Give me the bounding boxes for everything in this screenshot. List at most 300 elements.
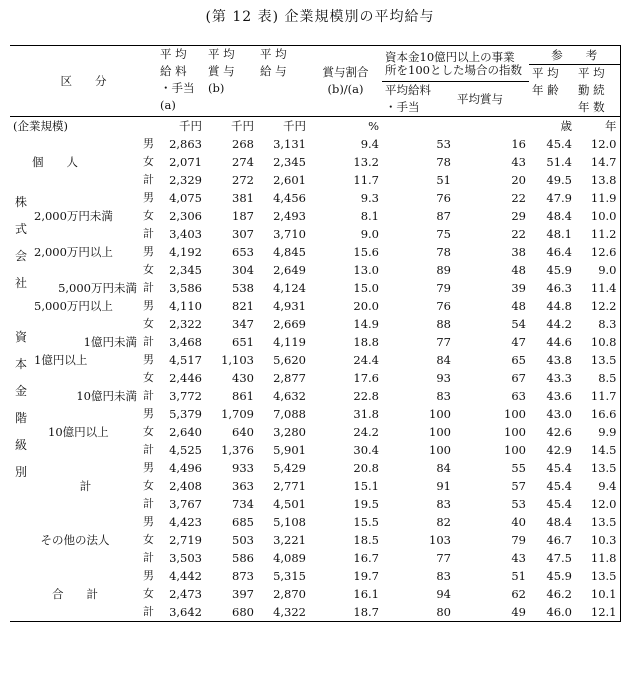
tenure-value: 11.2	[590, 227, 617, 241]
col-c-header-line: 平 均	[260, 47, 287, 61]
bonus-value: 503	[232, 533, 254, 547]
bonus-ratio-value: 9.0	[360, 227, 379, 241]
table-row	[10, 495, 620, 513]
total-pay-value: 2,493	[273, 209, 306, 223]
index-bonus-header: 平均賞与	[457, 92, 503, 106]
side-char: 階	[14, 411, 27, 425]
total-pay-value: 3,710	[273, 227, 306, 241]
bonus-value: 861	[232, 389, 254, 403]
bonus-value: 307	[232, 227, 254, 241]
bonus-value: 821	[232, 299, 254, 313]
sex-label: 計	[143, 497, 154, 510]
index-pay-value: 100	[429, 407, 451, 421]
index-bonus-value: 40	[511, 515, 526, 529]
bonus-ratio-value: 15.0	[353, 281, 379, 295]
tenure-header-line: 勤 続	[578, 83, 605, 97]
bonus-ratio-value: 14.9	[353, 317, 379, 331]
index-bonus-value: 48	[511, 299, 526, 313]
bonus-ratio-value: 31.8	[353, 407, 379, 421]
pay-value: 3,468	[169, 335, 202, 349]
table-row	[10, 279, 620, 297]
col-c-header-line: 給 与	[260, 64, 287, 78]
index-bonus-value: 53	[511, 497, 526, 511]
table-row	[10, 189, 620, 207]
tenure-value: 9.4	[598, 479, 617, 493]
total-pay-value: 4,089	[273, 551, 306, 565]
age-value: 46.0	[546, 605, 572, 619]
index-pay-value: 84	[436, 353, 451, 367]
tenure-value: 14.5	[590, 443, 617, 457]
side-char: 社	[14, 276, 27, 290]
index-bonus-value: 49	[511, 605, 526, 619]
total-pay-value: 3,131	[273, 137, 306, 151]
sex-label: 女	[143, 371, 154, 384]
sex-label: 計	[143, 227, 154, 240]
age-value: 47.5	[546, 551, 572, 565]
group-label: 個 人	[32, 155, 78, 169]
tenure-value: 11.7	[590, 389, 617, 403]
index-pay-value: 84	[436, 461, 451, 475]
col-a-header	[157, 46, 205, 117]
age-header-line: 年 齢	[532, 83, 559, 97]
sex-label: 女	[143, 263, 154, 276]
tenure-value: 10.0	[590, 209, 617, 223]
sex-label: 計	[143, 389, 154, 402]
sex-label: 計	[143, 605, 154, 618]
sex-label: 男	[143, 461, 154, 474]
table-row	[10, 297, 620, 315]
index-pay-value: 83	[436, 569, 451, 583]
group-label-blank	[10, 171, 140, 189]
tenure-value: 12.1	[590, 605, 617, 619]
sex-label: 女	[143, 209, 154, 222]
group-label-blank	[10, 603, 140, 622]
sex-label: 女	[143, 317, 154, 330]
age-value: 42.6	[546, 425, 572, 439]
bonus-ratio-value: 18.5	[353, 533, 379, 547]
index-bonus-value: 47	[511, 335, 526, 349]
group-label	[32, 261, 140, 279]
index-bonus-value: 67	[511, 371, 526, 385]
table-row	[10, 477, 620, 495]
sex-label: 男	[143, 407, 154, 420]
index-bonus-value: 48	[511, 263, 526, 277]
group-label	[32, 405, 140, 423]
group-label	[32, 315, 140, 333]
group-label	[32, 459, 140, 477]
index-bonus-value: 55	[511, 461, 526, 475]
pay-value: 3,642	[169, 605, 202, 619]
pay-value: 2,071	[169, 155, 202, 169]
index-bonus-value: 79	[511, 533, 526, 547]
sex-label: 女	[143, 587, 154, 600]
bonus-ratio-value: 19.7	[353, 569, 379, 583]
side-char	[10, 297, 32, 324]
tenure-value: 11.4	[590, 281, 617, 295]
bonus-ratio-value: 15.6	[353, 245, 379, 259]
index-pay-value: 53	[436, 137, 451, 151]
pay-value: 3,403	[169, 227, 202, 241]
tenure-value: 12.2	[590, 299, 617, 313]
total-pay-value: 4,456	[273, 191, 306, 205]
unit-tenure: 年	[605, 119, 617, 133]
tenure-header-line: 平 均	[578, 66, 605, 80]
table-row	[10, 603, 620, 622]
bonus-value: 1,709	[221, 407, 254, 421]
table-body	[10, 46, 620, 622]
index-pay-value: 78	[436, 245, 451, 259]
index-bonus-value: 22	[511, 227, 526, 241]
bonus-value: 653	[232, 245, 254, 259]
table-row	[10, 585, 620, 603]
index-pay-header-line: 平均給料	[385, 83, 431, 97]
tenure-value: 13.5	[590, 461, 617, 475]
tenure-value: 13.8	[590, 173, 617, 187]
index-bonus-value: 22	[511, 191, 526, 205]
side-char: 株	[14, 195, 27, 209]
total-pay-value: 4,632	[273, 389, 306, 403]
total-pay-value: 5,620	[273, 353, 306, 367]
pay-value: 2,863	[169, 137, 202, 151]
age-value: 49.5	[546, 173, 572, 187]
total-pay-value: 2,870	[273, 587, 306, 601]
index-pay-value: 80	[436, 605, 451, 619]
index-pay-header-line: ・手当	[385, 100, 420, 114]
index-pay-value: 75	[436, 227, 451, 241]
bonus-ratio-value: 18.8	[353, 335, 379, 349]
index-pay-value: 78	[436, 155, 451, 169]
table-row	[10, 333, 620, 351]
bonus-value: 187	[232, 209, 254, 223]
bonus-value: 933	[232, 461, 254, 475]
pay-value: 3,772	[169, 389, 202, 403]
bonus-value: 304	[232, 263, 254, 277]
salary-table	[10, 45, 621, 622]
total-pay-value: 4,322	[273, 605, 306, 619]
group-label: 10億円未満	[76, 389, 137, 403]
pay-value: 3,767	[169, 497, 202, 511]
bonus-value: 272	[232, 173, 254, 187]
bonus-ratio-value: 15.1	[353, 479, 379, 493]
total-pay-value: 4,845	[273, 245, 306, 259]
pay-value: 2,329	[169, 173, 202, 187]
unit-age: 歳	[560, 119, 572, 133]
pay-value: 5,379	[169, 407, 202, 421]
sex-label: 男	[143, 515, 154, 528]
group-label: 2,000万円未満	[34, 209, 113, 223]
sex-label: 男	[143, 353, 154, 366]
col-b-header	[205, 46, 257, 117]
age-value: 48.4	[546, 515, 572, 529]
table-row	[10, 315, 620, 333]
side-char: 本	[14, 357, 27, 371]
age-header	[529, 65, 575, 117]
col-b-header-line: 平 均	[208, 47, 235, 61]
index-pay-value: 77	[436, 551, 451, 565]
pay-value: 4,075	[169, 191, 202, 205]
table-row	[10, 423, 620, 441]
group-label: 5,000万円以上	[34, 299, 113, 313]
table-row	[10, 243, 620, 261]
index-bonus-value: 100	[504, 443, 526, 457]
tenure-value: 16.6	[590, 407, 617, 421]
bonus-value: 430	[232, 371, 254, 385]
page-title: (第 12 表) 企業規模別の平均給与	[205, 9, 435, 25]
sex-label: 女	[143, 479, 154, 492]
index-bonus-value: 65	[511, 353, 526, 367]
tenure-value: 13.5	[590, 569, 617, 583]
tenure-value: 10.3	[590, 533, 617, 547]
ref-group-header: 参 考	[529, 46, 620, 65]
ratio-header	[309, 46, 382, 117]
index-pay-value: 93	[436, 371, 451, 385]
bonus-ratio-value: 17.6	[353, 371, 379, 385]
index-bonus-value: 63	[511, 389, 526, 403]
table-row	[10, 153, 620, 171]
unit-a: 千円	[179, 119, 202, 133]
bonus-value: 685	[232, 515, 254, 529]
index-bonus-value: 57	[511, 479, 526, 493]
age-value: 43.8	[546, 353, 572, 367]
bonus-ratio-value: 16.7	[353, 551, 379, 565]
age-value: 44.2	[546, 317, 572, 331]
group-label-blank	[10, 513, 140, 531]
age-value: 48.4	[546, 209, 572, 223]
bonus-ratio-value: 20.0	[353, 299, 379, 313]
tenure-header	[575, 65, 620, 117]
index-pay-value: 94	[436, 587, 451, 601]
tenure-value: 13.5	[590, 515, 617, 529]
pay-value: 2,719	[169, 533, 202, 547]
total-pay-value: 2,669	[273, 317, 306, 331]
sex-label: 計	[143, 335, 154, 348]
bonus-value: 268	[232, 137, 254, 151]
sex-label: 計	[143, 173, 154, 186]
table-row	[10, 351, 620, 369]
index-pay-value: 91	[436, 479, 451, 493]
index-bonus-value: 16	[511, 137, 526, 151]
bonus-value: 640	[232, 425, 254, 439]
group-label: 10億円以上	[48, 425, 109, 439]
side-char: 会	[14, 249, 27, 263]
age-value: 43.3	[546, 371, 572, 385]
pay-value: 3,503	[169, 551, 202, 565]
col-b-header-line: 賞 与	[208, 64, 235, 78]
sex-label: 計	[143, 551, 154, 564]
tenure-value: 12.0	[590, 497, 617, 511]
index-pay-value: 51	[436, 173, 451, 187]
unit-b: 千円	[231, 119, 254, 133]
unit-c: 千円	[283, 119, 306, 133]
table-row	[10, 261, 620, 279]
group-label: その他の法人	[40, 533, 110, 547]
pay-value: 2,446	[169, 371, 202, 385]
bonus-ratio-value: 16.1	[353, 587, 379, 601]
index-bonus-value: 100	[504, 407, 526, 421]
group-label: 計	[79, 479, 92, 493]
age-value: 45.4	[546, 137, 572, 151]
group-label: 1億円未満	[83, 335, 137, 349]
index-pay-value: 87	[436, 209, 451, 223]
pay-value: 2,306	[169, 209, 202, 223]
bonus-value: 347	[232, 317, 254, 331]
table-row	[10, 567, 620, 585]
sex-label: 男	[143, 245, 154, 258]
index-bonus-value: 43	[511, 551, 526, 565]
index-pay-value: 103	[429, 533, 451, 547]
total-pay-value: 3,221	[273, 533, 306, 547]
bonus-value: 363	[232, 479, 254, 493]
table-row	[10, 135, 620, 153]
side-char: 金	[14, 384, 27, 398]
group-label: 合 計	[52, 587, 98, 601]
total-pay-value: 2,601	[273, 173, 306, 187]
bonus-ratio-value: 18.7	[353, 605, 379, 619]
col-a-header-line: 給 料	[160, 64, 187, 78]
age-value: 42.9	[546, 443, 572, 457]
tenure-header-line: 年 数	[578, 100, 605, 114]
total-pay-value: 4,501	[273, 497, 306, 511]
age-value: 46.3	[546, 281, 572, 295]
kubun-header: 区 分	[60, 74, 107, 88]
bonus-ratio-value: 9.3	[360, 191, 379, 205]
side-char: 別	[14, 465, 27, 479]
bonus-value: 651	[232, 335, 254, 349]
index-pay-value: 82	[436, 515, 451, 529]
sex-label: 男	[143, 299, 154, 312]
total-pay-value: 3,280	[273, 425, 306, 439]
sex-label: 女	[143, 533, 154, 546]
table-row	[10, 171, 620, 189]
bonus-ratio-value: 8.1	[360, 209, 379, 223]
index-pay-value: 83	[436, 497, 451, 511]
bonus-value: 381	[232, 191, 254, 205]
pay-value: 4,192	[169, 245, 202, 259]
bonus-value: 734	[232, 497, 254, 511]
pay-value: 4,110	[169, 299, 202, 313]
age-value: 45.4	[546, 461, 572, 475]
age-value: 43.0	[546, 407, 572, 421]
sex-label: 女	[143, 155, 154, 168]
total-pay-value: 5,108	[273, 515, 306, 529]
index-bonus-value: 43	[511, 155, 526, 169]
index-pay-value: 100	[429, 443, 451, 457]
units-row	[10, 117, 620, 136]
sex-label: 男	[143, 137, 154, 150]
bonus-ratio-value: 19.5	[353, 497, 379, 511]
side-char: 級	[14, 438, 27, 452]
index-bonus-value: 54	[511, 317, 526, 331]
ratio-header-line: 賞与割合	[322, 65, 369, 79]
group-label: 1億円以上	[34, 353, 88, 367]
index-pay-value: 77	[436, 335, 451, 349]
tenure-value: 13.5	[590, 353, 617, 367]
sex-label: 女	[143, 425, 154, 438]
tenure-value: 14.7	[590, 155, 617, 169]
age-value: 46.7	[546, 533, 572, 547]
total-pay-value: 2,877	[273, 371, 306, 385]
pay-value: 4,496	[169, 461, 202, 475]
total-pay-value: 4,931	[273, 299, 306, 313]
group-label: 2,000万円以上	[34, 245, 113, 259]
header-row-1	[10, 46, 620, 65]
table-row	[10, 225, 620, 243]
unit-ratio: %	[368, 119, 379, 133]
bonus-ratio-value: 24.4	[353, 353, 379, 367]
unit-blank	[140, 117, 157, 136]
group-label	[32, 441, 140, 459]
table-row	[10, 441, 620, 459]
age-value: 45.9	[546, 569, 572, 583]
age-header-line: 平 均	[532, 66, 559, 80]
bonus-ratio-value: 13.0	[353, 263, 379, 277]
index-group-header: 資本金10億円以上の事業所を100とした場合の指数	[382, 46, 529, 82]
table-row	[10, 387, 620, 405]
index-pay-value: 76	[436, 299, 451, 313]
col-a-header-line: ・手当	[160, 81, 195, 95]
bonus-value: 1,103	[221, 353, 254, 367]
bonus-value: 274	[232, 155, 254, 169]
table-row	[10, 549, 620, 567]
total-pay-value: 4,119	[273, 335, 306, 349]
age-value: 51.4	[546, 155, 572, 169]
tenure-value: 10.1	[590, 587, 617, 601]
sex-label: 計	[143, 443, 154, 456]
bonus-value: 680	[232, 605, 254, 619]
sex-label: 男	[143, 191, 154, 204]
tenure-value: 11.9	[590, 191, 617, 205]
group-label	[32, 189, 140, 207]
index-pay-value: 76	[436, 191, 451, 205]
total-pay-value: 2,649	[273, 263, 306, 277]
bonus-ratio-value: 9.4	[360, 137, 379, 151]
age-value: 46.4	[546, 245, 572, 259]
tenure-value: 12.6	[590, 245, 617, 259]
group-label-blank	[10, 135, 140, 153]
age-value: 45.4	[546, 497, 572, 511]
age-value: 46.2	[546, 587, 572, 601]
table-row	[10, 369, 620, 387]
total-pay-value: 2,345	[273, 155, 306, 169]
group-label	[32, 225, 140, 243]
total-pay-value: 5,429	[273, 461, 306, 475]
pay-value: 4,442	[169, 569, 202, 583]
sex-label: 計	[143, 281, 154, 294]
pay-value: 4,525	[169, 443, 202, 457]
group-label-blank	[10, 567, 140, 585]
ratio-header-line: (b)/(a)	[327, 82, 364, 96]
age-value: 45.4	[546, 479, 572, 493]
tenure-value: 12.0	[590, 137, 617, 151]
index-bonus-value: 51	[511, 569, 526, 583]
tenure-value: 9.9	[598, 425, 617, 439]
sex-label: 男	[143, 569, 154, 582]
index-bonus-value: 38	[511, 245, 526, 259]
total-pay-value: 5,315	[273, 569, 306, 583]
age-value: 43.6	[546, 389, 572, 403]
bonus-ratio-value: 24.2	[353, 425, 379, 439]
tenure-value: 8.3	[598, 317, 617, 331]
pay-value: 3,586	[169, 281, 202, 295]
index-bonus-value: 100	[504, 425, 526, 439]
index-pay-value: 100	[429, 425, 451, 439]
group-label: 5,000万円未満	[58, 281, 137, 295]
table-row	[10, 207, 620, 225]
bonus-value: 538	[232, 281, 254, 295]
group-label	[32, 369, 140, 387]
bonus-ratio-value: 15.5	[353, 515, 379, 529]
side-char: 資	[14, 330, 27, 344]
